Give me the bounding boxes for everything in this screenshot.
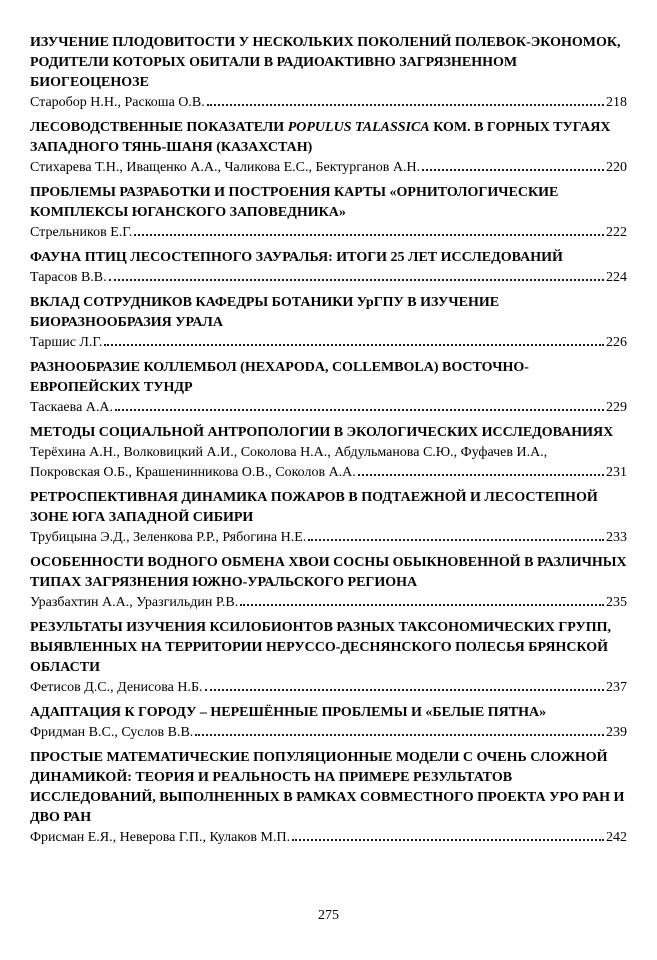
toc-entry-page-number: 220 xyxy=(606,160,627,175)
toc-entry-page-number: 222 xyxy=(606,225,627,240)
toc-entry-authors-line-1: Терёхина А.Н., Волковицкий А.И., Соколова Н.А., Абдульманова С.Ю., Фуфачев И.А., xyxy=(30,445,548,460)
toc-entry-authors: Таскаева А.А. xyxy=(30,400,114,415)
toc-entry-page-number: 224 xyxy=(606,270,627,285)
toc-entry-authors-row xyxy=(30,528,627,548)
toc-entry-authors-row xyxy=(30,398,627,418)
toc-entry-title: РЕТРОСПЕКТИВНАЯ ДИНАМИКА ПОЖАРОВ В ПОДТАЕЖНОЙ И ЛЕСОСТЕПНОЙ ЗОНЕ ЮГА ЗАПАДНОЙ СИБИРИ xyxy=(30,490,598,525)
toc-entry-authors-row xyxy=(30,158,627,178)
toc-entry-page-number: 229 xyxy=(606,400,627,415)
toc-entry xyxy=(30,423,627,483)
toc-entry-title: АДАПТАЦИЯ К ГОРОДУ – НЕРЕШЁННЫЕ ПРОБЛЕМЫ И «БЕЛЫЕ ПЯТНА» xyxy=(30,705,547,720)
toc-entry-authors-row xyxy=(30,723,627,743)
toc-entry-authors-row xyxy=(30,593,627,613)
toc-entry-authors-row xyxy=(30,223,627,243)
toc-entry-authors-row xyxy=(30,268,627,288)
toc-entry-page-number: 226 xyxy=(606,335,627,350)
toc-entry-title: РЕЗУЛЬТАТЫ ИЗУЧЕНИЯ КСИЛОБИОНТОВ РАЗНЫХ ТАКСОНОМИЧЕСКИХ ГРУПП, ВЫЯВЛЕННЫХ НА ТЕРРИТОРИИ НЕРУССО-ДЕСНЯНСКОГО ПОЛЕСЬЯ БРЯНСКОЙ ОБЛАСТИ xyxy=(30,620,612,675)
dot-leader xyxy=(422,169,604,171)
toc-entry-title: ВКЛАД СОТРУДНИКОВ КАФЕДРЫ БОТАНИКИ УрГПУ В ИЗУЧЕНИЕ БИОРАЗНООБРАЗИЯ УРАЛА xyxy=(30,295,500,330)
toc-entry-authors-row xyxy=(30,828,627,848)
dot-leader xyxy=(358,474,604,476)
toc-entry-title: ОСОБЕННОСТИ ВОДНОГО ОБМЕНА ХВОИ СОСНЫ ОБЫКНОВЕННОЙ В РАЗЛИЧНЫХ ТИПАХ ЗАГРЯЗНЕНИЯ ЮЖНО-УРАЛЬСКОГО РЕГИОНА xyxy=(30,555,627,590)
toc-entry-authors: Уразбахтин А.А., Уразгильдин Р.В. xyxy=(30,595,239,610)
toc-entry-title: РАЗНООБРАЗИЕ КОЛЛЕМБОЛ (HEXAPODA, COLLEMBOLA) ВОСТОЧНО-ЕВРОПЕЙСКИХ ТУНДР xyxy=(30,360,529,395)
dot-leader xyxy=(308,539,604,541)
toc-entry-page-number: 237 xyxy=(606,680,627,695)
toc-entry-authors-row xyxy=(30,463,627,483)
toc-entry-authors: Фридман В.С., Суслов В.В. xyxy=(30,725,194,740)
toc-entry-authors: Таршис Л.Г. xyxy=(30,335,103,350)
toc-entry-page-number: 233 xyxy=(606,530,627,545)
page-number-footer: 275 xyxy=(318,908,339,923)
toc-entry-title: ПРОСТЫЕ МАТЕМАТИЧЕСКИЕ ПОПУЛЯЦИОННЫЕ МОДЕЛИ С ОЧЕНЬ СЛОЖНОЙ ДИНАМИКОЙ: ТЕОРИЯ И РЕАЛЬНОСТЬ НА ПРИМЕРЕ РЕЗУЛЬТАТОВ ИССЛЕДОВАНИЙ, ВЫПОЛНЕННЫХ В РАМКАХ СОВМЕСТНОГО ПРОЕКТА УРО РАН И ДВО РАН xyxy=(30,750,625,825)
toc-entry-page-number: 218 xyxy=(606,95,627,110)
toc-entry xyxy=(30,488,627,548)
toc-entry-authors: Фетисов Д.С., Денисова Н.Б. xyxy=(30,680,203,695)
dot-leader xyxy=(205,689,604,691)
dot-leader xyxy=(240,604,604,606)
dot-leader xyxy=(195,734,604,736)
toc-entry-authors: Фрисман Е.Я., Неверова Г.П., Кулаков М.П. xyxy=(30,830,291,845)
species-name-italic: POPULUS TALASSICA xyxy=(287,120,430,135)
toc-entry-title xyxy=(30,118,627,158)
toc-entry-authors: Тарасов В.В. xyxy=(30,270,107,285)
dot-leader xyxy=(104,344,604,346)
dot-leader xyxy=(109,279,604,281)
toc-entry xyxy=(30,33,627,113)
toc-entry xyxy=(30,618,627,698)
title-text-part: ЛЕСОВОДСТВЕННЫЕ ПОКАЗАТЕЛИ xyxy=(30,120,288,135)
toc-entry-title: ФАУНА ПТИЦ ЛЕСОСТЕПНОГО ЗАУРАЛЬЯ: ИТОГИ 25 ЛЕТ ИССЛЕДОВАНИЙ xyxy=(30,250,563,265)
toc-entry-authors: Стихарева Т.Н., Иващенко А.А., Чаликова Е.С., Бектурганов А.Н. xyxy=(30,160,421,175)
toc-entry-page-number: 231 xyxy=(606,465,627,480)
toc-entry-authors: Трубицына Э.Д., Зеленкова Р.Р., Рябогина Н.Е. xyxy=(30,530,307,545)
toc-entry-authors-line-2: Покровская О.Б., Крашенинникова О.В., Соколов А.А. xyxy=(30,465,356,480)
toc-entry xyxy=(30,183,627,243)
toc-entry xyxy=(30,293,627,353)
toc-entry-authors: Стрельников Е.Г. xyxy=(30,225,133,240)
dot-leader xyxy=(207,104,604,106)
toc-entry-title: ИЗУЧЕНИЕ ПЛОДОВИТОСТИ У НЕСКОЛЬКИХ ПОКОЛЕНИЙ ПОЛЕВОК-ЭКОНОМОК, РОДИТЕЛИ КОТОРЫХ ОБИТАЛИ В РАДИОАКТИВНО ЗАГРЯЗНЕННОМ БИОГЕОЦЕНОЗЕ xyxy=(30,35,621,90)
toc-entry xyxy=(30,248,627,288)
toc-entry-page-number: 239 xyxy=(606,725,627,740)
toc-entry xyxy=(30,553,627,613)
dot-leader xyxy=(134,234,604,236)
toc-entry-title: МЕТОДЫ СОЦИАЛЬНОЙ АНТРОПОЛОГИИ В ЭКОЛОГИЧЕСКИХ ИССЛЕДОВАНИЯХ xyxy=(30,425,614,440)
toc-entry xyxy=(30,118,627,178)
toc-entry-authors-row xyxy=(30,93,627,113)
toc-entry-authors-row xyxy=(30,333,627,353)
toc-entry-title: ПРОБЛЕМЫ РАЗРАБОТКИ И ПОСТРОЕНИЯ КАРТЫ «ОРНИТОЛОГИЧЕСКИЕ КОМПЛЕКСЫ ЮГАНСКОГО ЗАПОВЕДНИКА» xyxy=(30,185,559,220)
toc-entry xyxy=(30,748,627,848)
dot-leader xyxy=(115,409,604,411)
toc-entry-authors: Старобор Н.Н., Раскоша О.В. xyxy=(30,95,205,110)
toc-entry xyxy=(30,703,627,743)
toc-entry-page-number: 235 xyxy=(606,595,627,610)
toc-entry-page-number: 242 xyxy=(606,830,627,845)
toc-entry-authors-row xyxy=(30,678,627,698)
title-text-part: КОМ. В ГОРНЫХ ТУГАЯХ ЗАПАДНОГО ТЯНЬ-ШАНЯ (КАЗАХСТАН) xyxy=(30,120,611,155)
toc-entry xyxy=(30,358,627,418)
dot-leader xyxy=(292,839,604,841)
